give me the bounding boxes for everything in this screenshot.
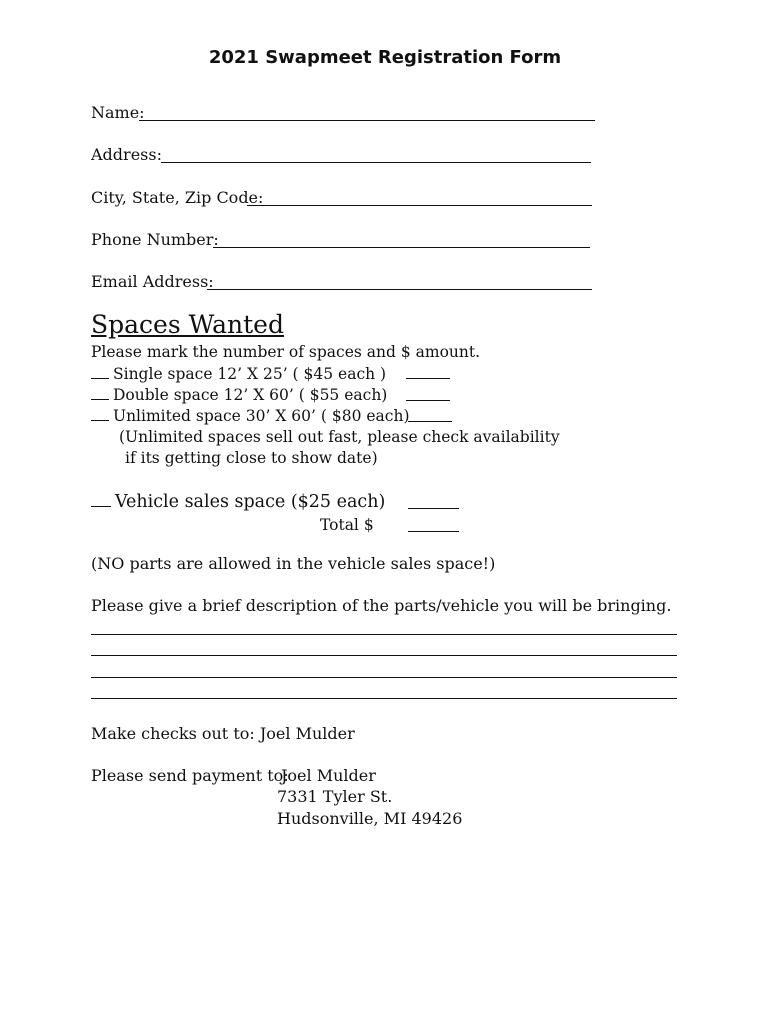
spaces-instructions: Please mark the number of spaces and $ amount.: [91, 343, 481, 361]
description-line-4[interactable]: [91, 698, 677, 699]
vehicle-space-count-field[interactable]: [91, 490, 111, 507]
city-state-zip-field[interactable]: [247, 205, 592, 206]
total-amount-field[interactable]: [408, 531, 459, 532]
vehicle-space-amount-field[interactable]: [408, 508, 459, 509]
description-line-1[interactable]: [91, 634, 677, 635]
description-line-3[interactable]: [91, 677, 677, 678]
payment-city: Hudsonville, MI 49426: [277, 809, 463, 828]
description-prompt: Please give a brief description of the parts/vehicle you will be bringing.: [91, 596, 672, 615]
address-field[interactable]: [161, 162, 591, 163]
address-label: Address:: [91, 145, 162, 164]
vehicle-space-option: Vehicle sales space ($25 each): [91, 490, 385, 512]
city-state-zip-label: City, State, Zip Code:: [91, 188, 264, 207]
unlimited-note-line2: if its getting close to show date): [125, 449, 378, 467]
unlimited-space-option: Unlimited space 30’ X 60’ ( $80 each): [91, 406, 410, 425]
form-title: 2021 Swapmeet Registration Form: [208, 47, 562, 68]
vehicle-note: (NO parts are allowed in the vehicle sales space!): [91, 554, 496, 573]
payment-label: Please send payment to:: [91, 766, 289, 785]
payment-street: 7331 Tyler St.: [277, 787, 393, 806]
double-space-option: Double space 12’ X 60’ ( $55 each): [91, 385, 387, 404]
checks-payable: Make checks out to: Joel Mulder: [91, 724, 355, 743]
description-line-2[interactable]: [91, 655, 677, 656]
double-space-count-field[interactable]: [91, 385, 109, 400]
single-space-count-field[interactable]: [91, 364, 109, 379]
name-field[interactable]: [139, 120, 595, 121]
unlimited-space-amount-field[interactable]: [408, 421, 452, 422]
spaces-heading: Spaces Wanted: [91, 310, 284, 339]
unlimited-space-count-field[interactable]: [91, 406, 109, 421]
single-space-amount-field[interactable]: [406, 378, 450, 379]
phone-label: Phone Number:: [91, 230, 219, 249]
double-space-amount-field[interactable]: [406, 400, 450, 401]
unlimited-note-line1: (Unlimited spaces sell out fast, please check availability: [119, 428, 560, 446]
email-label: Email Address:: [91, 272, 214, 291]
payment-name: Joel Mulder: [281, 766, 376, 785]
single-space-option: Single space 12’ X 25’ ( $45 each ): [91, 364, 386, 383]
name-label: Name:: [91, 103, 145, 122]
total-label: Total $: [320, 516, 374, 534]
phone-field[interactable]: [213, 247, 590, 248]
email-field[interactable]: [207, 289, 592, 290]
